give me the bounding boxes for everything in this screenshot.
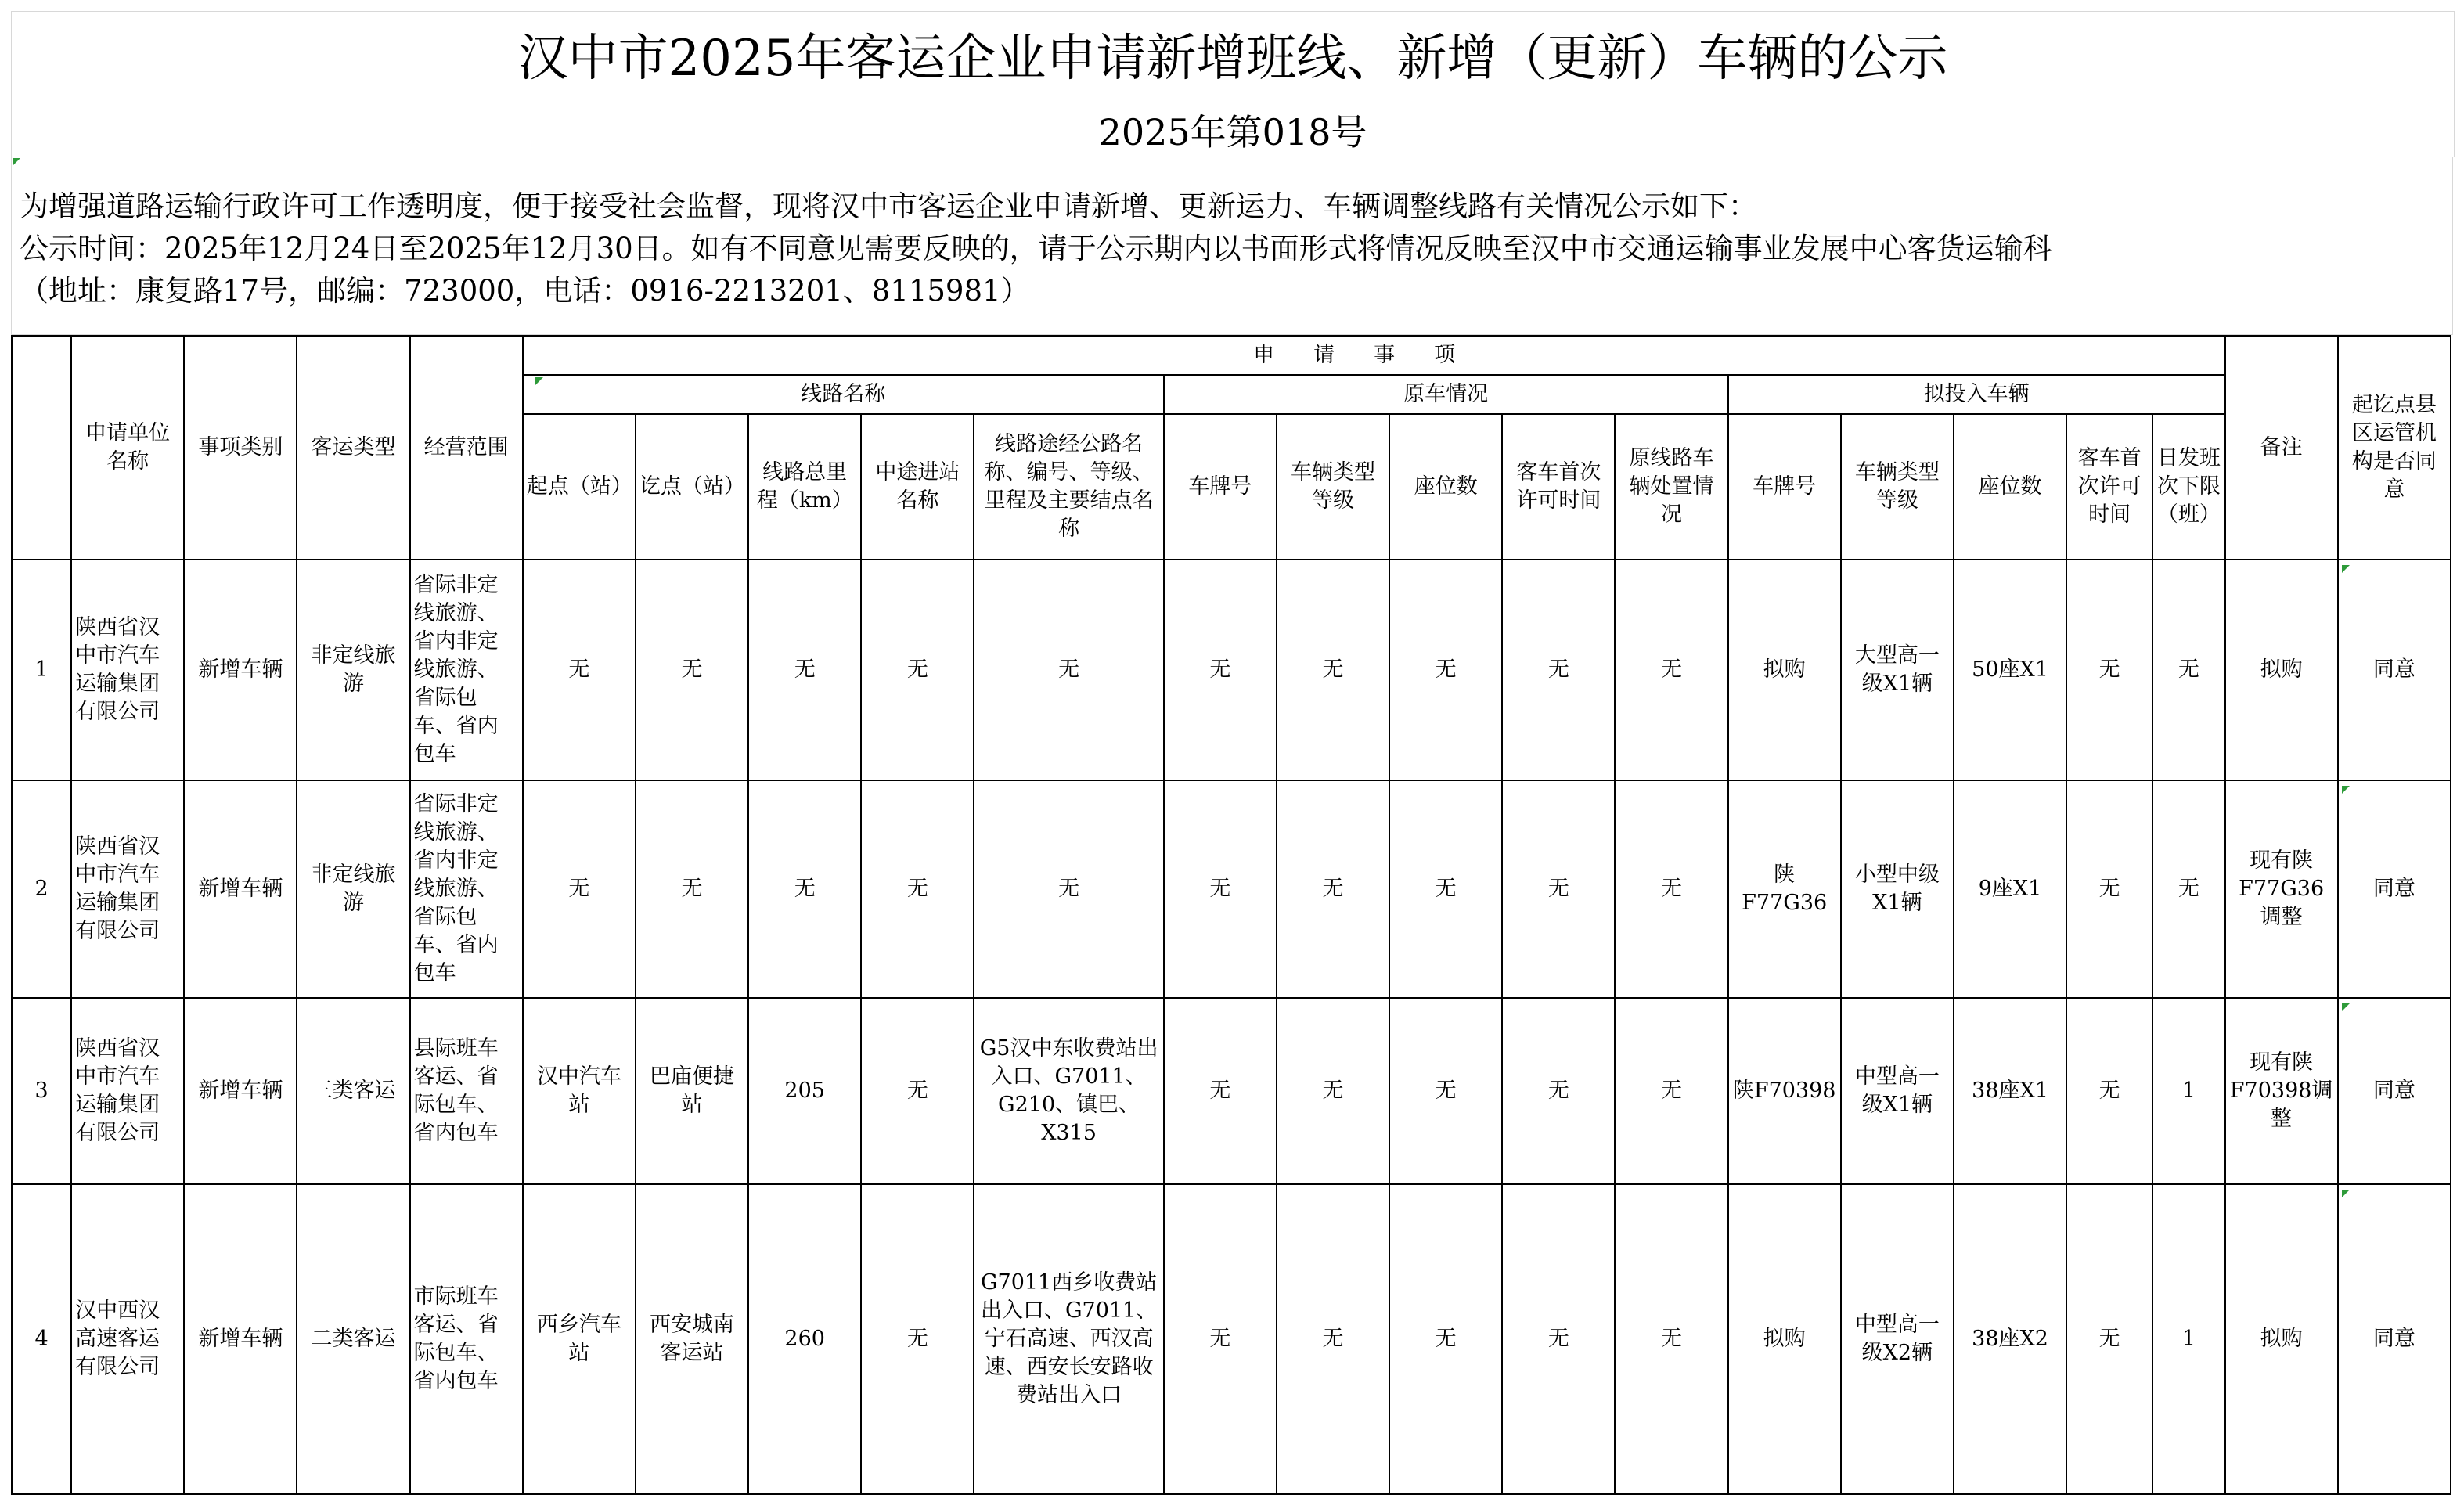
cell-new-type: 小型中级X1辆 xyxy=(1841,780,1954,998)
header-scope: 经营范围 xyxy=(410,336,523,560)
header-new-plate: 车牌号 xyxy=(1728,414,1841,560)
cell-no: 3 xyxy=(12,998,71,1184)
header-planned-vehicle: 拟投入车辆 xyxy=(1728,375,2225,414)
cell-new-type: 中型高一级X2辆 xyxy=(1841,1184,1954,1494)
cell-stops: 无 xyxy=(861,1184,974,1494)
cell-item-type: 新增车辆 xyxy=(184,998,297,1184)
header-orig-type: 车辆类型等级 xyxy=(1277,414,1389,560)
cell-daily-max: 无 xyxy=(2152,780,2224,998)
header-agency-agree: 起讫点县区运管机构是否同意 xyxy=(2338,336,2451,560)
notice-number: 2025年第018号 xyxy=(1098,111,1367,153)
cell-remark: 拟购 xyxy=(2225,1184,2338,1494)
cell-new-permit: 无 xyxy=(2066,560,2152,780)
cell-new-type: 中型高一级X1辆 xyxy=(1841,998,1954,1184)
cell-marker-icon xyxy=(2342,786,2350,794)
intro-line-3: （地址：康复路17号，邮编：723000，电话：0916-2213201、8115981） xyxy=(20,274,1030,308)
cell-marker-icon xyxy=(2342,565,2350,573)
cell-orig-disposal: 无 xyxy=(1615,1184,1727,1494)
header-transport-type: 客运类型 xyxy=(297,336,409,560)
cell-scope: 市际班车客运、省际包车、省内包车 xyxy=(410,1184,523,1494)
header-stops: 中途进站名称 xyxy=(861,414,974,560)
header-route-name: 线路名称 xyxy=(523,375,1164,414)
cell-marker-icon xyxy=(535,377,543,385)
cell-transport-type: 三类客运 xyxy=(297,998,409,1184)
title-area xyxy=(11,11,2455,157)
cell-agency-agree: 同意 xyxy=(2338,560,2451,780)
cell-orig-type: 无 xyxy=(1277,780,1389,998)
cell-new-seats: 50座X1 xyxy=(1954,560,2066,780)
cell-orig-plate: 无 xyxy=(1164,1184,1277,1494)
cell-orig-seats: 无 xyxy=(1389,1184,1502,1494)
cell-transport-type: 二类客运 xyxy=(297,1184,409,1494)
cell-applicant: 汉中西汉高速客运有限公司 xyxy=(71,1184,184,1494)
cell-end: 巴庙便捷站 xyxy=(636,998,748,1184)
header-remark: 备注 xyxy=(2225,336,2338,560)
table-row xyxy=(12,560,2451,780)
cell-new-seats: 38座X2 xyxy=(1954,1184,2066,1494)
cell-remark: 现有陕F77G36调整 xyxy=(2225,780,2338,998)
cell-orig-type: 无 xyxy=(1277,1184,1389,1494)
cell-start: 无 xyxy=(523,560,636,780)
cell-remark: 现有陕F70398调整 xyxy=(2225,998,2338,1184)
cell-daily-max: 无 xyxy=(2152,560,2224,780)
cell-new-permit: 无 xyxy=(2066,998,2152,1184)
table-row xyxy=(12,1184,2451,1494)
cell-new-plate: 陕F77G36 xyxy=(1728,780,1841,998)
cell-stops: 无 xyxy=(861,780,974,998)
header-mileage: 线路总里程（km） xyxy=(748,414,861,560)
cell-item-type: 新增车辆 xyxy=(184,1184,297,1494)
header-apply-items: 申请事项 xyxy=(523,336,2225,375)
cell-item-type: 新增车辆 xyxy=(184,560,297,780)
cell-new-plate: 拟购 xyxy=(1728,1184,1841,1494)
cell-new-type: 大型高一级X1辆 xyxy=(1841,560,1954,780)
cell-roads: 无 xyxy=(974,560,1163,780)
cell-orig-disposal: 无 xyxy=(1615,998,1727,1184)
header-roads: 线路途经公路名称、编号、等级、里程及主要结点名称 xyxy=(974,414,1163,560)
cell-orig-permit: 无 xyxy=(1502,1184,1615,1494)
intro-block xyxy=(11,157,2453,335)
cell-scope: 省际非定线旅游、省内非定线旅游、省际包车、省内包车 xyxy=(410,780,523,998)
cell-end: 西安城南客运站 xyxy=(636,1184,748,1494)
cell-stops: 无 xyxy=(861,560,974,780)
cell-daily-max: 1 xyxy=(2152,998,2224,1184)
cell-mileage: 205 xyxy=(748,998,861,1184)
cell-agency-agree: 同意 xyxy=(2338,998,2451,1184)
cell-orig-disposal: 无 xyxy=(1615,560,1727,780)
cell-orig-type: 无 xyxy=(1277,560,1389,780)
cell-scope: 省际非定线旅游、省内非定线旅游、省际包车、省内包车 xyxy=(410,560,523,780)
table-row xyxy=(12,998,2451,1184)
cell-orig-plate: 无 xyxy=(1164,560,1277,780)
cell-marker-icon xyxy=(2342,1190,2350,1197)
header-new-seats: 座位数 xyxy=(1954,414,2066,560)
intro-line-1: 为增强道路运输行政许可工作透明度，便于接受社会监督，现将汉中市客运企业申请新增、更新运力、车辆调整线路有关情况公示如下： xyxy=(20,189,1757,223)
cell-new-seats: 38座X1 xyxy=(1954,998,2066,1184)
cell-stops: 无 xyxy=(861,998,974,1184)
table-row xyxy=(12,780,2451,998)
header-new-type: 车辆类型等级 xyxy=(1841,414,1954,560)
cell-applicant: 陕西省汉中市汽车运输集团有限公司 xyxy=(71,780,184,998)
cell-agency-agree: 同意 xyxy=(2338,1184,2451,1494)
cell-transport-type: 非定线旅游 xyxy=(297,560,409,780)
cell-start: 汉中汽车站 xyxy=(523,998,636,1184)
header-applicant: 申请单位名称 xyxy=(71,336,184,560)
cell-orig-seats: 无 xyxy=(1389,780,1502,998)
cell-start: 西乡汽车站 xyxy=(523,1184,636,1494)
cell-daily-max: 1 xyxy=(2152,1184,2224,1494)
cell-no: 2 xyxy=(12,780,71,998)
cell-mileage: 无 xyxy=(748,560,861,780)
header-daily-max: 日发班次下限（班） xyxy=(2152,414,2224,560)
cell-orig-permit: 无 xyxy=(1502,780,1615,998)
cell-new-plate: 拟购 xyxy=(1728,560,1841,780)
cell-roads: G7011西乡收费站出入口、G7011、宁石高速、西汉高速、西安长安路收费站出入口 xyxy=(974,1184,1163,1494)
cell-orig-seats: 无 xyxy=(1389,560,1502,780)
header-end: 讫点（站） xyxy=(636,414,748,560)
header-orig-disposal: 原线路车辆处置情况 xyxy=(1615,414,1727,560)
cell-item-type: 新增车辆 xyxy=(184,780,297,998)
cell-no: 4 xyxy=(12,1184,71,1494)
cell-orig-permit: 无 xyxy=(1502,560,1615,780)
cell-roads: 无 xyxy=(974,780,1163,998)
cell-orig-plate: 无 xyxy=(1164,998,1277,1184)
cell-orig-plate: 无 xyxy=(1164,780,1277,998)
cell-start: 无 xyxy=(523,780,636,998)
cell-new-permit: 无 xyxy=(2066,1184,2152,1494)
header-item-type: 事项类别 xyxy=(184,336,297,560)
cell-new-plate: 陕F70398 xyxy=(1728,998,1841,1184)
cell-new-seats: 9座X1 xyxy=(1954,780,2066,998)
header-no xyxy=(12,336,71,560)
cell-orig-type: 无 xyxy=(1277,998,1389,1184)
cell-end: 无 xyxy=(636,560,748,780)
cell-remark: 拟购 xyxy=(2225,560,2338,780)
cell-roads: G5汉中东收费站出入口、G7011、G210、镇巴、X315 xyxy=(974,998,1163,1184)
page-title: 汉中市2025年客运企业申请新增班线、新增（更新）车辆的公示 xyxy=(517,30,1948,88)
cell-orig-disposal: 无 xyxy=(1615,780,1727,998)
cell-agency-agree: 同意 xyxy=(2338,780,2451,998)
cell-no: 1 xyxy=(12,560,71,780)
header-original-vehicle: 原车情况 xyxy=(1164,375,1728,414)
cell-scope: 县际班车客运、省际包车、省内包车 xyxy=(410,998,523,1184)
header-new-permit: 客车首次许可时间 xyxy=(2066,414,2152,560)
cell-mileage: 260 xyxy=(748,1184,861,1494)
cell-end: 无 xyxy=(636,780,748,998)
cell-new-permit: 无 xyxy=(2066,780,2152,998)
header-orig-seats: 座位数 xyxy=(1389,414,1502,560)
intro-line-2: 公示时间：2025年12月24日至2025年12月30日。如有不同意见需要反映的，请于公示期内以书面形式将情况反映至汉中市交通运输事业发展中心客货运输科 xyxy=(20,232,2052,265)
cell-mileage: 无 xyxy=(748,780,861,998)
cell-marker-icon xyxy=(2342,1003,2350,1011)
cell-transport-type: 非定线旅游 xyxy=(297,780,409,998)
cell-applicant: 陕西省汉中市汽车运输集团有限公司 xyxy=(71,998,184,1184)
cell-orig-permit: 无 xyxy=(1502,998,1615,1184)
header-orig-plate: 车牌号 xyxy=(1164,414,1277,560)
cell-orig-seats: 无 xyxy=(1389,998,1502,1184)
notice-table xyxy=(11,335,2451,1495)
header-orig-permit: 客车首次许可时间 xyxy=(1502,414,1615,560)
header-start: 起点（站） xyxy=(523,414,636,560)
cell-applicant: 陕西省汉中市汽车运输集团有限公司 xyxy=(71,560,184,780)
